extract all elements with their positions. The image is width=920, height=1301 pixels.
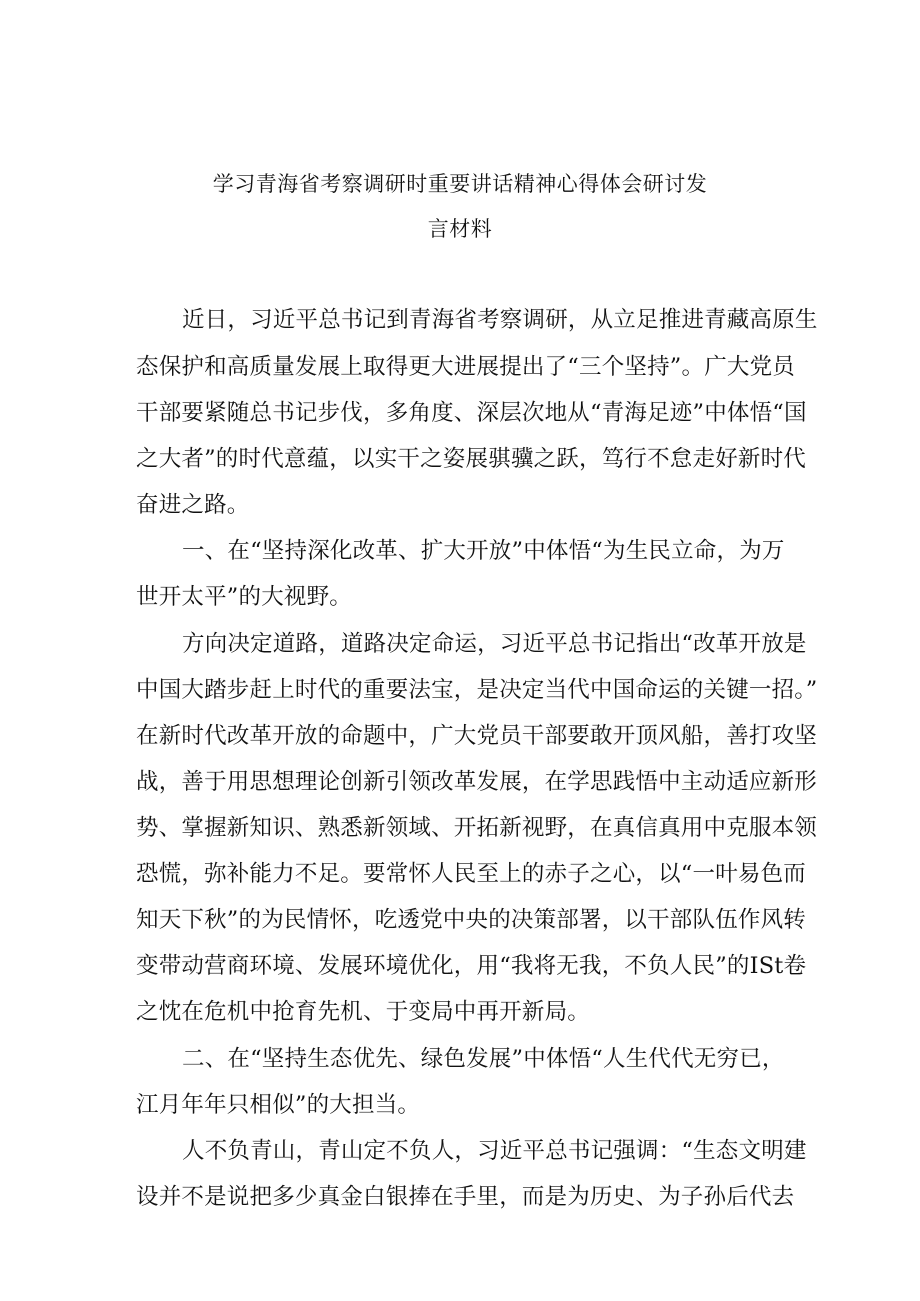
paragraph-2-line-2: 中国大踏步赶上时代的重要法宝，是决定当代中国命运的关键一招。”	[136, 677, 818, 703]
paragraph-2-line-3: 在新时代改革开放的命题中，广大党员干部要敢开顶风船，善打攻坚	[136, 723, 818, 749]
paragraph-2-line-6: 恐慌，弥补能力不足。要常怀人民至上的赤子之心，以“一叶易色而	[136, 861, 807, 887]
section-heading-1-line-1: 一、在“坚持深化改革、扩大开放”中体悟“为生民立命，为万	[182, 538, 785, 564]
paragraph-1-line-5: 奋进之路。	[136, 492, 250, 518]
paragraph-1-line-3: 干部要紧随总书记步伐，多角度、深层次地从“青海足迹”中体悟“国	[136, 400, 807, 426]
paragraph-1-line-4: 之大者”的时代意蕴，以实干之姿展骐骥之跃，笃行不怠走好新时代	[136, 446, 807, 472]
paragraph-2-line-1: 方向决定道路，道路决定命运，习近平总书记指出“改革开放是	[182, 631, 807, 657]
paragraph-2-line-7: 知天下秋”的为民情怀，吃透党中央的决策部署，以干部队伍作风转	[136, 907, 807, 933]
paragraph-2-line-5: 势、掌握新知识、熟悉新领域、开拓新视野，在真信真用中克服本领	[136, 815, 818, 841]
document-title-line-2: 言材料	[427, 217, 493, 241]
paragraph-1-line-2: 态保护和高质量发展上取得更大进展提出了“三个坚持”。广大党员	[136, 354, 796, 380]
paragraph-3-line-1: 人不负青山，青山定不负人，习近平总书记强调：“生态文明建	[182, 1138, 807, 1164]
section-heading-2-line-2: 江月年年只相似”的大担当。	[136, 1092, 421, 1118]
paragraph-1-line-1: 近日，习近平总书记到青海省考察调研，从立足推进青藏高原生	[182, 307, 818, 333]
paragraph-2-line-4: 战，善于用思想理论创新引领改革发展，在学思践悟中主动适应新形	[136, 769, 818, 795]
paragraph-3-line-2: 设并不是说把多少真金白银捧在手里，而是为历史、为子孙后代去	[136, 1184, 795, 1210]
paragraph-2-line-8: 变带动营商环境、发展环境优化，用“我将无我，不负人民”的ISt卷	[136, 953, 807, 979]
paragraph-2-line-9: 之忱在危机中抢育先机、于变局中再开新局。	[136, 999, 591, 1025]
section-heading-2-line-1: 二、在“坚持生态优先、绿色发展”中体悟“人生代代无穷已，	[182, 1046, 785, 1072]
section-heading-1-line-2: 世开太平”的大视野。	[136, 584, 353, 610]
document-title-line-1: 学习青海省考察调研时重要讲话精神心得体会研讨发	[212, 172, 708, 196]
